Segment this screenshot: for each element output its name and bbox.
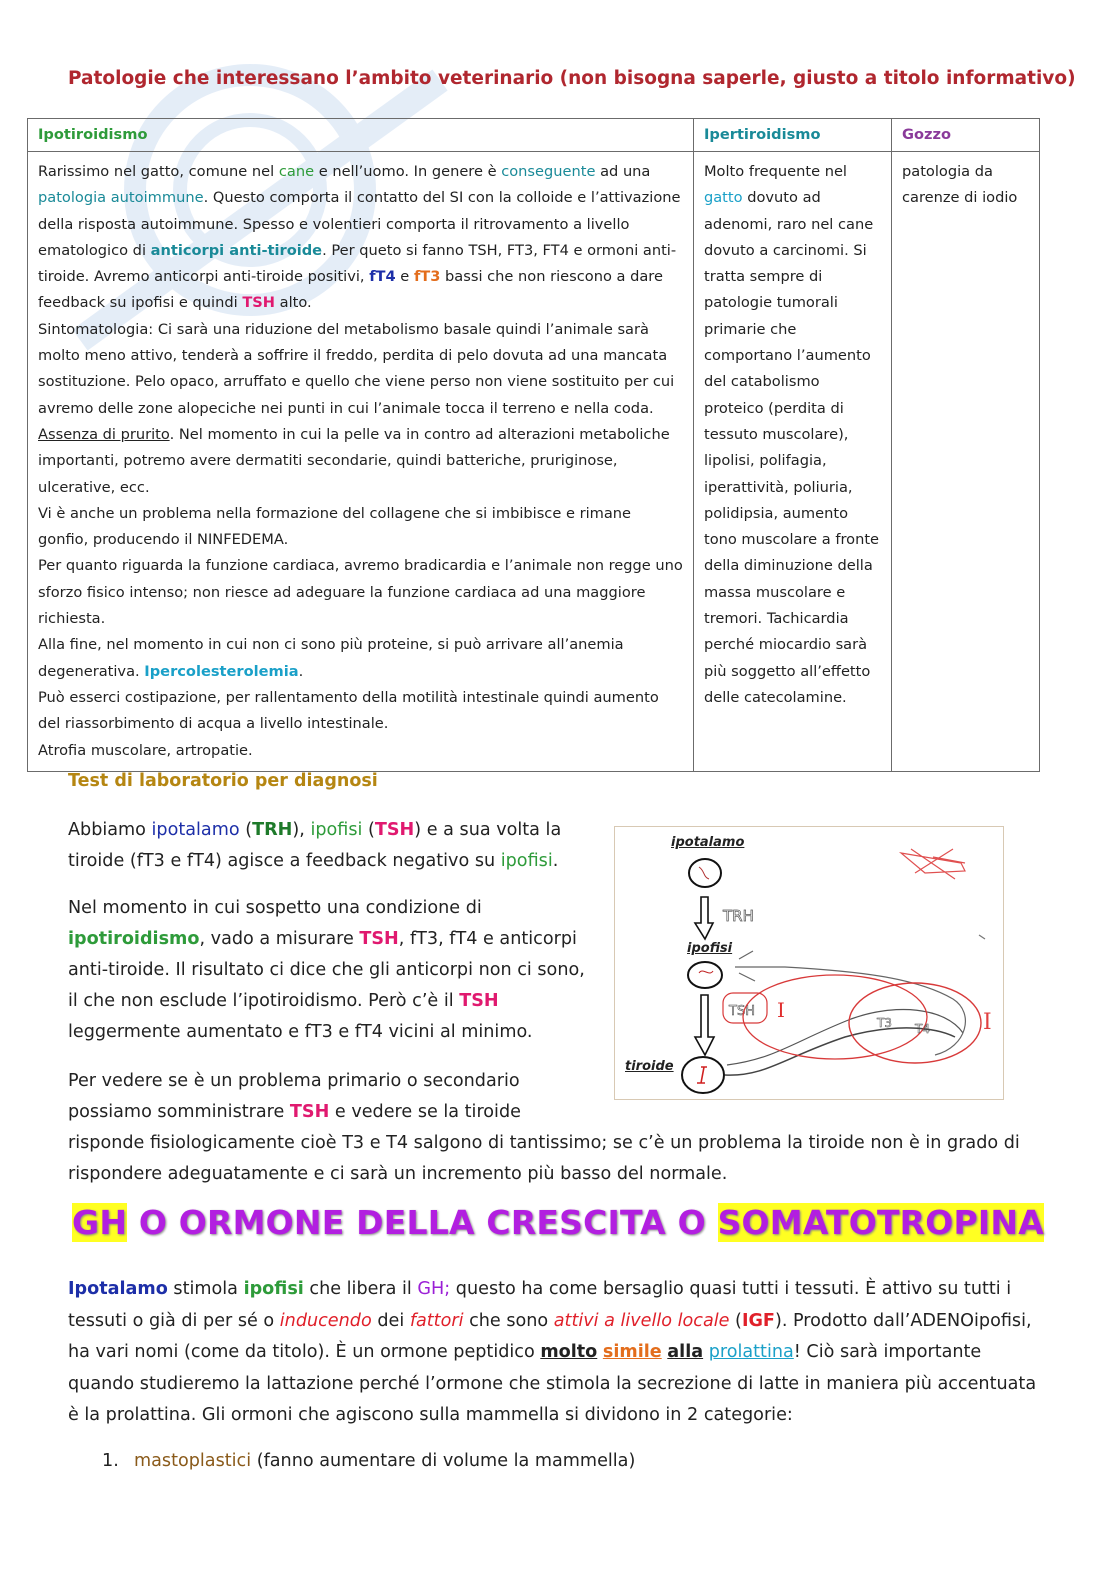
ipo-paragraph-3: Vi è anche un problema nella formazione del collagene che si imbibisce e rimane gonfio, producendo il NINFEDEMA.: [38, 504, 632, 549]
col-header-ipertiroidismo: Ipertiroidismo: [693, 119, 891, 152]
gh-title: GH O ORMONE DELLA CRESCITA O SOMATOTROPINA: [72, 1203, 1044, 1242]
arrow-ipofisi-tiroide: [695, 995, 714, 1055]
diagram-label-tiroide: tiroide: [625, 1059, 674, 1074]
diagram-roman-i-1: I: [777, 998, 785, 1022]
table-row: [28, 152, 1040, 772]
diagram-label-ipotalamo: ipotalamo: [671, 835, 745, 850]
ipo-paragraph-4: Per quanto riguarda la funzione cardiaca, avremo bradicardia e l’animale non regge uno sforzo fisico intenso; non riesce ad adeguare la funzione cardiaca ad una maggiore richiesta.: [38, 557, 683, 628]
scribble: [901, 849, 965, 879]
diagram-trh-label: TRH: [723, 907, 754, 925]
ipotalamo-node: [689, 859, 721, 887]
ipo-paragraph-6: Può esserci costipazione, per rallentamento della motilità intestinale quindi aumento del riassorbimento di acqua a livello intestinale.: [38, 688, 659, 733]
gh-paragraph: Ipotalamo stimola ipofisi che libera il GH; questo ha come bersaglio quasi tutti i tessuti. È attivo su tutti i tessuti o già di per sé o inducendo dei fattori che sono attivi a livello locale (IGF). Prodotto dall’ADENOipofisi, ha vari nomi (come da titolo). È un ormone peptidico molto simile alla prolattina! Ciò sarà importante quando studieremo la lattazione perché l’ormone che stimola la secrezione di latte in maniera più accentuata è la prolattina. Gli ormoni che agiscono sulla mammella si dividono in 2 categorie:: [68, 1279, 1037, 1425]
col-header-ipotiroidismo: Ipotiroidismo: [28, 119, 694, 152]
lab-paragraph-1: Abbiamo ipotalamo (TRH), ipofisi (TSH) e a sua volta la tiroide (fT3 e fT4) agisce a feedback negativo su ipofisi.: [68, 820, 562, 871]
lab-paragraph-3: Per vedere se è un problema primario o secondario possiamo somministrare TSH e vedere se la tiroide risponde fisiologicamente cioè T3 e T4 salgono di tantissimo; se c’è un problema la tiroide non è in grado di rispondere adeguatamente e ci sarà un incremento più basso del normale.: [68, 1071, 1020, 1184]
arrow-ipotalamo-ipofisi: [695, 897, 713, 939]
diagram-tsh-label: TSH: [729, 1004, 755, 1019]
ipofisi-node: [688, 962, 722, 988]
lab-heading: Test di laboratorio per diagnosi: [68, 771, 378, 791]
diagram-roman-i-2: I: [983, 1010, 992, 1035]
lab-paragraph-2: Nel momento in cui sospetto una condizione di ipotiroidismo, vado a misurare TSH, fT3, fT4 e anticorpi anti-tiroide. Il risultato ci dice che gli anticorpi non ci sono, il che non esclude l’ipotiroidismo. Però c’è il TSH leggermente aumentato e fT3 e fT4 vicini al minimo.: [68, 898, 585, 1042]
ipo-paragraph-5: Alla fine, nel momento in cui non ci sono più proteine, si può arrivare all’anemia degenerativa. Ipercolesterolemia.: [38, 636, 624, 680]
ipo-paragraph-2: Sintomatologia: Ci sarà una riduzione del metabolismo basale quindi l’animale sarà molto meno attivo, tenderà a soffrire il freddo, perdita di pelo dovuta ad una mancata sostituzione. Pelo opaco, arruffato e quello che viene perso non viene sostituito per cui avremo delle zone alopeciche nei punti in cui l’animale tocca il terreno e nella coda. Assenza di prurito. Nel momento in cui la pelle va in contro ad alterazioni metaboliche importanti, potremo avere dermatiti secondarie, quindi batteriche, pruriginose, ulcerative, ecc.: [38, 320, 675, 496]
gh-title-wrap: [0, 1203, 1116, 1242]
cell-ipotiroidismo: [28, 152, 694, 772]
pathologies-table: [27, 118, 1040, 772]
list-item: 1. mastoplastici (fanno aumentare di volume la mammella): [102, 1451, 636, 1471]
cell-ipertiroidismo: Molto frequente nel gatto dovuto ad adenomi, raro nel cane dovuto a carcinomi. Si tratta sempre di patologie tumorali primarie che comportano l’aumento del catabolismo proteico (perdita di tessuto muscolare), lipolisi, polifagia, iperattività, poliuria, polidipsia, aumento tono muscolare a fronte della diminuzione della massa muscolare e tremori. Tachicardia perché miocardio sarà più soggetto all’effetto delle catecolamine.: [693, 152, 891, 772]
ipo-paragraph-1: Rarissimo nel gatto, comune nel cane e nell’uomo. In genere è conseguente ad una patologia autoimmune. Questo comporta il contatto del SI con la colloide e l’attivazione della risposta autoimmune. Spesso e volentieri comporta il ritrovamento a livello ematologico di anticorpi anti-tiroide. Per queto si fanno TSH, FT3, FT4 e ormoni anti-tiroide. Avremo anticorpi anti-tiroide positivi, fT4 e fT3 bassi che non riescono a dare feedback su ipofisi e quindi TSH alto.: [38, 163, 681, 312]
table-header-row: [28, 119, 1040, 152]
diagram-t4-label: T4: [915, 1022, 930, 1036]
page-heading: Patologie che interessano l’ambito veterinario (non bisogna saperle, giusto a titolo informativo): [68, 68, 1076, 89]
cell-gozzo: patologia da carenze di iodio: [891, 152, 1039, 772]
col-header-gozzo: Gozzo: [891, 119, 1039, 152]
hormone-axis-diagram: [614, 826, 1004, 1100]
ipo-paragraph-7: Atrofia muscolare, artropatie.: [38, 741, 253, 759]
diagram-label-ipofisi: ipofisi: [687, 941, 733, 956]
diagram-t3-label: T3: [877, 1016, 892, 1030]
